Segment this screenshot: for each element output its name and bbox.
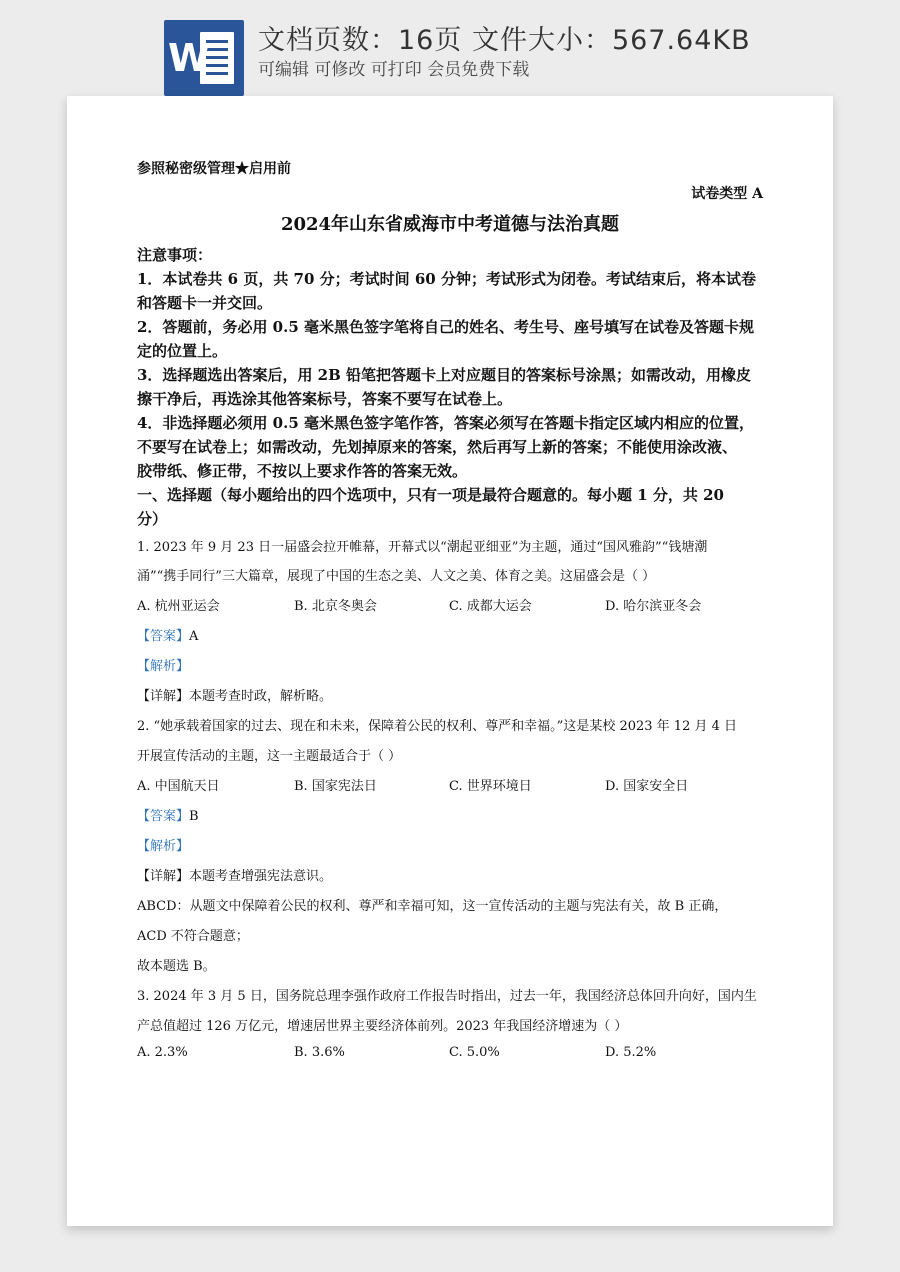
notice-line: 3．选择题选出答案后，用 2B 铅笔把答题卡上对应题目的答案标号涂黑；如需改动，用橡皮 bbox=[137, 366, 752, 384]
question-1-text: 1. 2023 年 9 月 23 日一届盛会拉开帷幕，开幕式以“潮起亚细亚”为主题，通过“国风雅韵”“钱塘潮 bbox=[137, 540, 708, 555]
banner-title: 文档页数：16页 文件大小：567.64KB bbox=[258, 25, 751, 56]
q1-detail: 【详解】本题考查时政，解析略。 bbox=[137, 689, 333, 704]
q2-option-b: B. 国家宪法日 bbox=[294, 779, 377, 794]
q1-answer: 【答案】A bbox=[137, 629, 199, 644]
section-heading: 分） bbox=[137, 510, 168, 528]
notice-line: 不要写在试卷上；如需改动，先划掉原来的答案，然后再写上新的答案；不能使用涂改液、 bbox=[137, 438, 738, 456]
q2-analysis-tag: 【解析】 bbox=[137, 839, 190, 854]
q2-option-d: D. 国家安全日 bbox=[605, 779, 689, 794]
document-page bbox=[67, 96, 833, 1226]
section-heading: 一、选择题（每小题给出的四个选项中，只有一项是最符合题意的。每小题 1 分，共 20 bbox=[137, 486, 724, 504]
secret-level: 参照秘密级管理★启用前 bbox=[137, 161, 291, 177]
q3-option-c: C. 5.0% bbox=[449, 1045, 500, 1060]
question-2-text: 开展宣传活动的主题，这一主题最适合于（ ） bbox=[137, 749, 402, 764]
q2-option-a: A. 中国航天日 bbox=[137, 779, 220, 794]
q2-conclusion: 故本题选 B。 bbox=[137, 959, 216, 974]
notice-line: 定的位置上。 bbox=[137, 342, 228, 360]
q2-detail: 【详解】本题考查增强宪法意识。 bbox=[137, 869, 333, 884]
word-document-icon: W bbox=[164, 20, 244, 96]
question-3-text: 产总值超过 126 万亿元，增速居世界主要经济体前列。2023 年我国经济增速为（ ） bbox=[137, 1019, 628, 1034]
notice-line: 胶带纸、修正带，不按以上要求作答的答案无效。 bbox=[137, 462, 468, 480]
q2-explanation: ABCD：从题文中保障着公民的权利、尊严和幸福可知，这一宣传活动的主题与宪法有关，故 B 正确， bbox=[137, 899, 728, 914]
notice-line: 和答题卡一并交回。 bbox=[137, 294, 273, 312]
q2-option-c: C. 世界环境日 bbox=[449, 779, 532, 794]
banner bbox=[0, 0, 900, 96]
q2-explanation: ACD 不符合题意； bbox=[137, 929, 249, 944]
notice-line: 1．本试卷共 6 页，共 70 分；考试时间 60 分钟；考试形式为闭卷。考试结束后，将本试卷 bbox=[137, 270, 756, 288]
q1-option-c: C. 成都大运会 bbox=[449, 599, 532, 614]
banner-subtitle: 可编辑 可修改 可打印 会员免费下载 bbox=[258, 60, 530, 80]
paper-type: 试卷类型 A bbox=[691, 186, 763, 202]
q2-answer: 【答案】B bbox=[137, 809, 199, 824]
q1-option-a: A. 杭州亚运会 bbox=[137, 599, 220, 614]
q1-option-b: B. 北京冬奥会 bbox=[294, 599, 377, 614]
notice-line: 4．非选择题必须用 0.5 毫米黑色签字笔作答，答案必须写在答题卡指定区域内相应的位置， bbox=[137, 414, 754, 432]
notice-line: 2．答题前，务必用 0.5 毫米黑色签字笔将自己的姓名、考生号、座号填写在试卷及答题卡规 bbox=[137, 318, 754, 336]
notice-heading: 注意事项： bbox=[137, 246, 213, 264]
q1-analysis-tag: 【解析】 bbox=[137, 659, 190, 674]
notice-line: 擦干净后，再选涂其他答案标号，答案不要写在试卷上。 bbox=[137, 390, 513, 408]
q1-option-d: D. 哈尔滨亚冬会 bbox=[605, 599, 702, 614]
question-1-text: 涌”“携手同行”三大篇章，展现了中国的生态之美、人文之美、体育之美。这届盛会是（ ） bbox=[137, 569, 656, 584]
q3-option-d: D. 5.2% bbox=[605, 1045, 657, 1060]
q3-option-b: B. 3.6% bbox=[294, 1045, 345, 1060]
question-3-text: 3. 2024 年 3 月 5 日，国务院总理李强作政府工作报告时指出，过去一年，我国经济总体回升向好，国内生 bbox=[137, 989, 757, 1004]
page-title: 2024年山东省威海市中考道德与法治真题 bbox=[280, 214, 620, 235]
question-2-text: 2. “她承载着国家的过去、现在和未来，保障着公民的权利、尊严和幸福。”这是某校 2023 年 12 月 4 日 bbox=[137, 719, 738, 734]
q3-option-a: A. 2.3% bbox=[137, 1045, 188, 1060]
